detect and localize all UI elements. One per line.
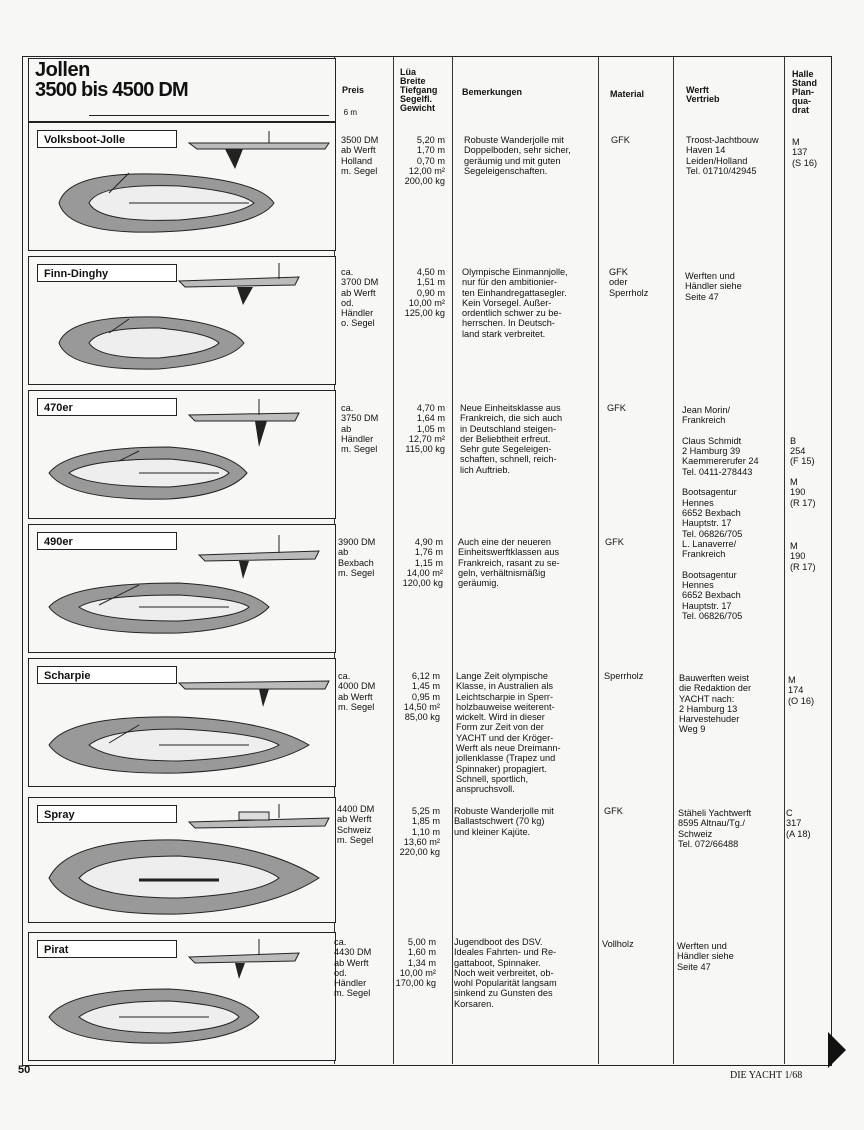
- boat-remarks: Auch eine der neueren Einheitswerftklassen aus Frankreich, rasant zu se- geln, verhältnismäßig geräumig.: [458, 537, 560, 589]
- boat-remarks: Lange Zeit olympische Klasse, in Australien als Leichtscharpie in Sperr- holzbauweise weiterent- wickelt. Wird in dieser Form zur Zeit von der YACHT und der Kröger- Werft als neue Dreimann- jollenklasse (Trapez und Spinnaker) propagiert. Schnell, sportlich, anspruchsvoll.: [456, 671, 561, 795]
- boat-price: 4400 DM ab Werft Schweiz m. Segel: [337, 804, 375, 845]
- boat-price: ca. 4000 DM ab Werft m. Segel: [338, 671, 376, 712]
- boat-builder: L. Lanaverre/ Frankreich Bootsagentur Hennes 6652 Bexbach Hauptstr. 17 Tel. 06826/705: [682, 539, 743, 622]
- boat-material: GFK: [605, 537, 624, 547]
- header-preis: Preis: [342, 85, 365, 95]
- boat-drawing: [29, 123, 335, 250]
- boat-material: GFK: [611, 135, 630, 145]
- boat-dimensions: 4,90 m 1,76 m 1,15 m 14,00 m² 120,00 kg: [402, 537, 443, 589]
- boat-hall: C 317 (A 18): [786, 808, 811, 839]
- boat-name: 490er: [37, 532, 177, 550]
- boat-drawing: [29, 525, 335, 652]
- boat-material: GFK: [604, 806, 623, 816]
- boat-row-5: [28, 797, 336, 923]
- header-halle: Halle Stand Plan- qua- drat: [792, 69, 818, 115]
- boat-name: Scharpie: [37, 666, 177, 684]
- boat-builder: Bauwerften weist die Redaktion der YACHT nach: 2 Hamburg 13 Harvestehuder Weg 9: [679, 673, 752, 735]
- boat-hall: M 174 (O 16): [788, 675, 815, 706]
- boat-dimensions: 4,50 m 1,51 m 0,90 m 10,00 m² 125,00 kg: [404, 267, 445, 319]
- column-divider: [784, 56, 785, 1064]
- boat-price: ca. 3700 DM ab Werft od. Händler o. Segel: [341, 267, 379, 329]
- boat-builder: Werften und Händler siehe Seite 47: [685, 271, 742, 302]
- boat-builder: Stäheli Yachtwerft 8595 Altnau/Tg./ Schweiz Tel. 072/66488: [678, 808, 752, 849]
- boat-drawing: [29, 257, 335, 384]
- boat-row-2: [28, 390, 336, 519]
- boat-material: GFK oder Sperrholz: [609, 267, 649, 298]
- boat-hall: M 137 (S 16): [792, 137, 818, 168]
- boat-name: Finn-Dinghy: [37, 264, 177, 282]
- boat-row-3: [28, 524, 336, 653]
- boat-dimensions: 4,70 m 1,64 m 1,05 m 12,70 m² 115,00 kg: [405, 403, 445, 455]
- boat-name: Spray: [37, 805, 177, 823]
- header-bemerkungen: Bemerkungen: [462, 87, 523, 97]
- boat-row-4: [28, 658, 336, 787]
- column-divider: [452, 56, 453, 1064]
- boat-remarks: Neue Einheitsklasse aus Frankreich, die sich auch in Deutschland steigen- der Beliebtheit erfreut. Sehr gute Segeleigen- schaften, schnell, reich- lich Auftrieb.: [460, 403, 563, 475]
- boat-price: ca. 4430 DM ab Werft od. Händler m. Segel: [334, 937, 372, 999]
- boat-name: 470er: [37, 398, 177, 416]
- boat-dimensions: 5,25 m 1,85 m 1,10 m 13,60 m² 220,00 kg: [399, 806, 440, 858]
- boat-remarks: Robuste Wanderjolle mit Ballastschwert (70 kg) und kleiner Kajüte.: [454, 806, 554, 837]
- boat-builder: Jean Morin/ Frankreich Claus Schmidt 2 Hamburg 39 Kaemmererufer 24 Tel. 0411-278443 Bootsagentur Hennes 6652 Bexbach Hauptstr. 17 Tel. 06826/705: [682, 405, 759, 539]
- page-number: 50: [18, 1064, 31, 1076]
- boat-hall: M 190 (R 17): [790, 541, 816, 572]
- boat-drawing: [29, 659, 335, 786]
- boat-dimensions: 5,20 m 1,70 m 0,70 m 12,00 m² 200,00 kg: [404, 135, 445, 187]
- boat-drawing: [29, 391, 335, 518]
- boat-row-6: [28, 932, 336, 1061]
- next-page-arrow-icon[interactable]: [828, 1032, 846, 1068]
- boat-remarks: Robuste Wanderjolle mit Doppelboden, sehr sicher, geräumig und mit guten Segeleigenschaften.: [464, 135, 571, 176]
- boat-price: 3500 DM ab Werft Holland m. Segel: [341, 135, 379, 176]
- page-title: Jollen: [35, 59, 90, 81]
- boat-price: ca. 3750 DM ab Händler m. Segel: [341, 403, 379, 455]
- boat-dimensions: 5,00 m 1,60 m 1,34 m 10,00 m² 170,00 kg: [395, 937, 436, 989]
- boat-row-0: [28, 122, 336, 251]
- boat-material: Vollholz: [602, 939, 634, 949]
- boat-material: Sperrholz: [604, 671, 644, 681]
- boat-dimensions: 6,12 m 1,45 m 0,95 m 14,50 m² 85,00 kg: [403, 671, 440, 723]
- header-werft: Werft Vertrieb: [686, 85, 720, 104]
- boat-drawing: [29, 798, 335, 922]
- column-divider: [598, 56, 599, 1064]
- boat-builder: Werften und Händler siehe Seite 47: [677, 941, 734, 972]
- boat-material: GFK: [607, 403, 626, 413]
- header-masse: Lüa Breite Tiefgang Segelfl. Gewicht: [400, 67, 438, 113]
- boat-remarks: Olympische Einmannjolle, nur für den ambitionier- ten Einhandregattasegler. Kein Vorsegel. Außer- ordentlich schwer zu be- herrschen. In Deutsch- land stark verbreitet.: [462, 267, 568, 339]
- boat-name: Pirat: [37, 940, 177, 958]
- boat-hall: B 254 (F 15) M 190 (R 17): [790, 435, 816, 508]
- column-divider: [673, 56, 674, 1064]
- boat-price: 3900 DM ab Bexbach m. Segel: [338, 537, 376, 578]
- boat-row-1: [28, 256, 336, 385]
- boat-name: Volksboot-Jolle: [37, 130, 177, 148]
- header-material: Material: [610, 89, 645, 99]
- magazine-footer: DIE YACHT 1/68: [730, 1070, 803, 1081]
- page-subtitle: 3500 bis 4500 DM: [35, 79, 188, 101]
- boat-remarks: Jugendboot des DSV. Ideales Fahrten- und Re- gattaboot, Spinnaker. Noch weit verbreitet, ob- wohl Popularität langsam sinkend zu Gunsten des Korsaren.: [454, 937, 557, 1009]
- scale-bar: 6 m: [89, 111, 329, 116]
- boat-drawing: [29, 933, 335, 1060]
- boat-builder: Troost-Jachtbouw Haven 14 Leiden/Holland Tel. 01710/42945: [686, 135, 759, 176]
